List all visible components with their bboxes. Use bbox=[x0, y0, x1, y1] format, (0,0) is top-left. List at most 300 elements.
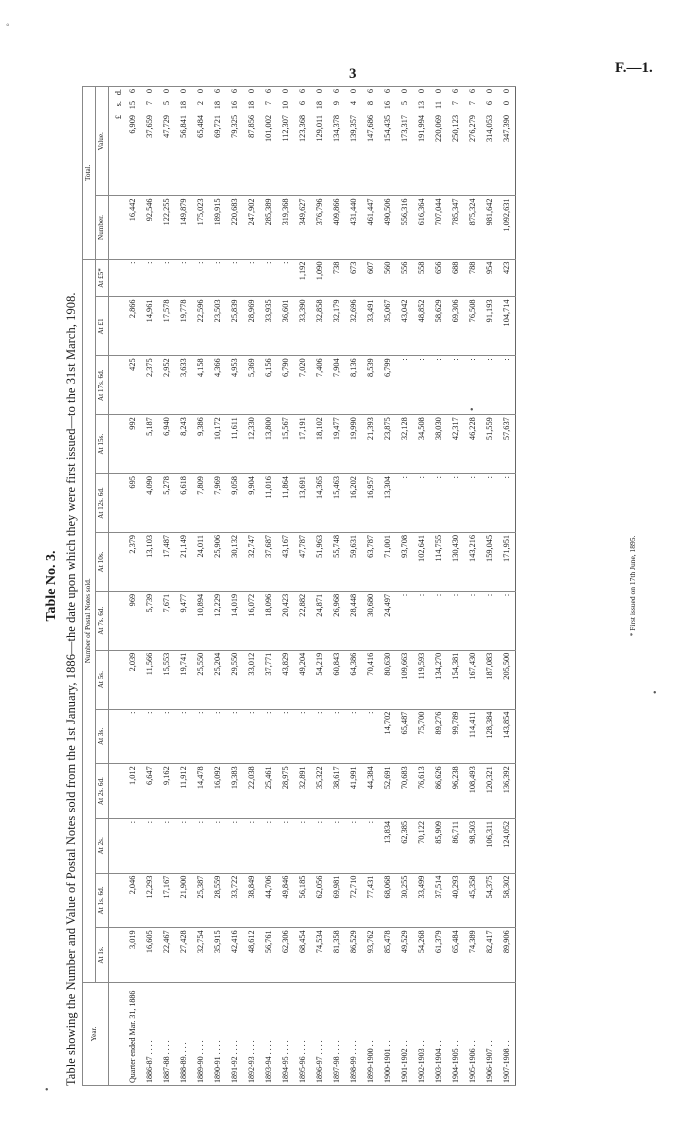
total-number-cell: 16,442 bbox=[124, 196, 141, 259]
table-cell: 70,683 bbox=[396, 764, 413, 819]
value-pounds: 69,721 bbox=[212, 115, 222, 138]
table-cell: 44,384 bbox=[362, 764, 379, 819]
table-cell: : bbox=[481, 591, 498, 650]
value-shillings: 18 bbox=[314, 101, 324, 110]
table-cell: 21,149 bbox=[175, 532, 192, 591]
total-value-cell bbox=[124, 87, 141, 196]
value-shillings: 11 bbox=[433, 101, 443, 109]
table-cell: 7,904 bbox=[328, 356, 345, 415]
table-cell: 89,276 bbox=[430, 709, 447, 764]
table-cell: 136,392 bbox=[498, 764, 516, 819]
table-cell: 3,633 bbox=[175, 356, 192, 415]
table-cell: 58,629 bbox=[430, 297, 447, 356]
units-row bbox=[108, 87, 124, 1086]
total-value-cell bbox=[226, 87, 243, 196]
value-pence: 6 bbox=[212, 89, 222, 94]
value-pence: 6 bbox=[450, 89, 460, 94]
table-cell: : bbox=[175, 709, 192, 764]
file-number: F.—1. bbox=[615, 60, 653, 76]
scan-speck: • bbox=[470, 405, 474, 416]
table-row bbox=[413, 87, 430, 1086]
table-cell: 14,365 bbox=[311, 474, 328, 533]
table-cell: 33,012 bbox=[243, 650, 260, 709]
table-cell: 33,722 bbox=[226, 873, 243, 928]
table-cell: : bbox=[464, 356, 481, 415]
table-cell: : bbox=[260, 709, 277, 764]
table-cell: 560 bbox=[379, 259, 396, 297]
table-cell: 2,375 bbox=[141, 356, 158, 415]
total-number-cell: 376,796 bbox=[311, 196, 328, 259]
year-cell: 1890-91 . . . . bbox=[209, 982, 226, 1085]
table-cell: 26,968 bbox=[328, 591, 345, 650]
value-shillings: 7 bbox=[467, 101, 477, 106]
table-cell: : bbox=[447, 356, 464, 415]
table-cell: 30,680 bbox=[362, 591, 379, 650]
table-cell: 969 bbox=[124, 591, 141, 650]
table-cell: 1,012 bbox=[124, 764, 141, 819]
total-value-cell bbox=[447, 87, 464, 196]
table-cell: : bbox=[345, 818, 362, 873]
year-cell: 1889-90 . . . . bbox=[192, 982, 209, 1085]
value-pence: 6 bbox=[467, 89, 477, 94]
table-cell: 35,915 bbox=[209, 928, 226, 983]
total-number-cell: 556,316 bbox=[396, 196, 413, 259]
total-value-cell bbox=[141, 87, 158, 196]
table-cell: : bbox=[226, 259, 243, 297]
table-cell: 205,500 bbox=[498, 650, 516, 709]
year-cell: 1896-97 . . . . bbox=[311, 982, 328, 1085]
table-cell: 76,508 bbox=[464, 297, 481, 356]
units-spacer bbox=[108, 356, 124, 415]
table-cell: 21,393 bbox=[362, 415, 379, 474]
table-cell: 2,379 bbox=[124, 532, 141, 591]
table-cell: 9,477 bbox=[175, 591, 192, 650]
table-cell: : bbox=[396, 356, 413, 415]
table-cell: 167,430 bbox=[464, 650, 481, 709]
table-cell: 114,411 bbox=[464, 709, 481, 764]
table-cell: : bbox=[158, 709, 175, 764]
total-value-cell bbox=[260, 87, 277, 196]
table-cell: : bbox=[498, 474, 516, 533]
table-cell: : bbox=[192, 818, 209, 873]
table-row bbox=[124, 87, 141, 1086]
table-cell: 14,478 bbox=[192, 764, 209, 819]
value-pence: 6 bbox=[127, 89, 137, 94]
total-value-cell bbox=[379, 87, 396, 196]
table-cell: 954 bbox=[481, 259, 498, 297]
table-cell: 4,366 bbox=[209, 356, 226, 415]
table-cell: 16,605 bbox=[141, 928, 158, 983]
table-cell: 738 bbox=[328, 259, 345, 297]
year-cell: 1888-89. . . . bbox=[175, 982, 192, 1085]
value-pence: 6 bbox=[382, 89, 392, 94]
table-cell: 22,882 bbox=[294, 591, 311, 650]
table-cell: : bbox=[345, 709, 362, 764]
value-pence: 0 bbox=[246, 89, 256, 94]
table-cell: 4,953 bbox=[226, 356, 243, 415]
table-cell: 76,613 bbox=[413, 764, 430, 819]
table-subtitle: Table showing the Number and Value of Postal Notes sold from the 1st January, 1886—the date upon which they were first issued—to the 31st March, 1908. bbox=[64, 292, 78, 1086]
table-cell: : bbox=[124, 259, 141, 297]
table-row bbox=[277, 87, 294, 1086]
table-cell: 15,567 bbox=[277, 415, 294, 474]
table-row bbox=[396, 87, 413, 1086]
table-cell: 7,969 bbox=[209, 474, 226, 533]
units-spacer bbox=[108, 415, 124, 474]
value-shillings: 10 bbox=[280, 101, 290, 110]
table-cell: : bbox=[277, 709, 294, 764]
table-cell: 7,406 bbox=[311, 356, 328, 415]
table-cell: 42,416 bbox=[226, 928, 243, 983]
total-value-cell bbox=[345, 87, 362, 196]
value-shillings: 16 bbox=[229, 101, 239, 110]
year-cell: 1900-1901 . . bbox=[379, 982, 396, 1085]
year-cell: 1899-1900 . . bbox=[362, 982, 379, 1085]
table-cell: 74,534 bbox=[311, 928, 328, 983]
table-cell: 14,961 bbox=[141, 297, 158, 356]
scan-speck: • bbox=[45, 1085, 49, 1096]
table-cell: 102,641 bbox=[413, 532, 430, 591]
table-cell: : bbox=[362, 709, 379, 764]
units-spacer bbox=[108, 928, 124, 983]
total-value-cell bbox=[192, 87, 209, 196]
value-shillings: 13 bbox=[416, 101, 426, 110]
table-cell: 25,839 bbox=[226, 297, 243, 356]
table-cell: 56,185 bbox=[294, 873, 311, 928]
table-cell: 159,045 bbox=[481, 532, 498, 591]
table-cell: 37,687 bbox=[260, 532, 277, 591]
table-cell: 27,428 bbox=[175, 928, 192, 983]
value-pounds: 112,307 bbox=[280, 115, 290, 142]
table-cell: 12,229 bbox=[209, 591, 226, 650]
table-cell: 8,539 bbox=[362, 356, 379, 415]
table-cell: 6,799 bbox=[379, 356, 396, 415]
table-cell: 992 bbox=[124, 415, 141, 474]
table-row bbox=[379, 87, 396, 1086]
total-value-cell bbox=[362, 87, 379, 196]
value-pounds: 79,325 bbox=[229, 115, 239, 138]
table-cell: 29,550 bbox=[226, 650, 243, 709]
table-cell: 99,789 bbox=[447, 709, 464, 764]
year-cell: 1904-1905 . . bbox=[447, 982, 464, 1085]
table-cell: 9,058 bbox=[226, 474, 243, 533]
table-cell: 55,748 bbox=[328, 532, 345, 591]
table-cell: 688 bbox=[447, 259, 464, 297]
year-cell: 1894-95 . . . . bbox=[277, 982, 294, 1085]
table-cell: 32,179 bbox=[328, 297, 345, 356]
year-cell: Quarter ended Mar. 31, 1886 bbox=[124, 982, 141, 1085]
table-cell: 61,379 bbox=[430, 928, 447, 983]
table-cell: : bbox=[311, 818, 328, 873]
value-pence: 0 bbox=[501, 89, 511, 94]
total-value-cell bbox=[464, 87, 481, 196]
table-cell: 45,358 bbox=[464, 873, 481, 928]
value-pounds: 129,011 bbox=[314, 115, 324, 142]
value-units bbox=[108, 87, 124, 196]
table-cell: 109,663 bbox=[396, 650, 413, 709]
table-cell: : bbox=[141, 709, 158, 764]
table-cell: 556 bbox=[396, 259, 413, 297]
table-cell: 42,317 bbox=[447, 415, 464, 474]
table-cell: 68,068 bbox=[379, 873, 396, 928]
value-pence: 0 bbox=[178, 89, 188, 94]
value-pounds: 147,686 bbox=[365, 115, 375, 142]
table-cell: 75,700 bbox=[413, 709, 430, 764]
table-cell: 28,448 bbox=[345, 591, 362, 650]
table-cell: 96,238 bbox=[447, 764, 464, 819]
value-pence: 6 bbox=[331, 89, 341, 94]
value-pounds: 220,069 bbox=[433, 115, 443, 142]
table-cell: 4,090 bbox=[141, 474, 158, 533]
table-cell: 154,381 bbox=[447, 650, 464, 709]
units-spacer bbox=[108, 982, 124, 1085]
table-cell: 143,216 bbox=[464, 532, 481, 591]
units-spacer bbox=[108, 650, 124, 709]
value-pounds: 139,357 bbox=[348, 115, 358, 142]
table-cell: : bbox=[243, 709, 260, 764]
table-cell: 130,430 bbox=[447, 532, 464, 591]
value-pence: 0 bbox=[195, 89, 205, 94]
table-cell: : bbox=[498, 591, 516, 650]
table-cell: : bbox=[277, 259, 294, 297]
table-cell: 124,052 bbox=[498, 818, 516, 873]
table-cell: 58,302 bbox=[498, 873, 516, 928]
table-cell: 33,390 bbox=[294, 297, 311, 356]
unit-label: d. bbox=[113, 89, 123, 96]
column-header: At 1s. 6d. bbox=[95, 873, 108, 928]
table-cell: 11,566 bbox=[141, 650, 158, 709]
table-cell: 23,875 bbox=[379, 415, 396, 474]
table-body bbox=[108, 87, 515, 1086]
table-cell: 10,894 bbox=[192, 591, 209, 650]
value-pence: 0 bbox=[161, 89, 171, 94]
table-cell: 77,431 bbox=[362, 873, 379, 928]
table-cell: 82,417 bbox=[481, 928, 498, 983]
table-cell: : bbox=[328, 818, 345, 873]
table-cell: 1,192 bbox=[294, 259, 311, 297]
table-cell: 69,981 bbox=[328, 873, 345, 928]
value-pounds: 250,123 bbox=[450, 115, 460, 142]
table-cell: 28,559 bbox=[209, 873, 226, 928]
table-cell: : bbox=[277, 818, 294, 873]
value-shillings: 8 bbox=[365, 101, 375, 106]
value-shillings: 2 bbox=[195, 101, 205, 106]
table-cell: 3,019 bbox=[124, 928, 141, 983]
value-pence: 0 bbox=[348, 89, 358, 94]
table-cell: : bbox=[226, 818, 243, 873]
table-row bbox=[209, 87, 226, 1086]
year-cell: 1886-87 . . . . bbox=[141, 982, 158, 1085]
value-pence: 0 bbox=[416, 89, 426, 94]
table-cell: : bbox=[481, 474, 498, 533]
value-pence: 0 bbox=[399, 89, 409, 94]
table-cell: : bbox=[498, 356, 516, 415]
table-cell: 64,386 bbox=[345, 650, 362, 709]
table-row bbox=[226, 87, 243, 1086]
total-value-cell bbox=[175, 87, 192, 196]
total-header: Total. bbox=[83, 87, 96, 260]
table-cell: 43,829 bbox=[277, 650, 294, 709]
table-cell: 6,156 bbox=[260, 356, 277, 415]
year-cell: 1891-92 . . . . bbox=[226, 982, 243, 1085]
table-cell: 35,067 bbox=[379, 297, 396, 356]
table-cell: 2,866 bbox=[124, 297, 141, 356]
table-cell: 14,019 bbox=[226, 591, 243, 650]
table-cell: 128,384 bbox=[481, 709, 498, 764]
table-cell: 46,228 bbox=[464, 415, 481, 474]
year-cell: 1906-1907 . . bbox=[481, 982, 498, 1085]
table-cell: 2,046 bbox=[124, 873, 141, 928]
table-cell: : bbox=[141, 818, 158, 873]
table-cell: 17,191 bbox=[294, 415, 311, 474]
table-cell: 5,187 bbox=[141, 415, 158, 474]
value-pounds: 347,390 bbox=[501, 115, 511, 142]
table-cell: 13,834 bbox=[379, 818, 396, 873]
value-pounds: 101,002 bbox=[263, 115, 273, 142]
table-cell: 5,739 bbox=[141, 591, 158, 650]
table-cell: 70,416 bbox=[362, 650, 379, 709]
table-cell: 35,322 bbox=[311, 764, 328, 819]
table-cell: : bbox=[430, 591, 447, 650]
table-cell: 187,083 bbox=[481, 650, 498, 709]
table-cell: : bbox=[260, 818, 277, 873]
total-number-cell: 122,255 bbox=[158, 196, 175, 259]
value-pence: 0 bbox=[484, 89, 494, 94]
table-cell: 38,030 bbox=[430, 415, 447, 474]
table-cell: 120,321 bbox=[481, 764, 498, 819]
table-cell: 43,042 bbox=[396, 297, 413, 356]
column-header-row bbox=[95, 87, 108, 1086]
table-cell: 85,909 bbox=[430, 818, 447, 873]
value-pounds: 134,378 bbox=[331, 115, 341, 142]
rotated-table-page bbox=[44, 66, 650, 1086]
table-cell: 19,741 bbox=[175, 650, 192, 709]
table-cell: 86,529 bbox=[345, 928, 362, 983]
table-cell: 423 bbox=[498, 259, 516, 297]
total-number-cell: 431,440 bbox=[345, 196, 362, 259]
value-shillings: 18 bbox=[246, 101, 256, 110]
scan-speck: • bbox=[653, 688, 657, 699]
value-pounds: 276,279 bbox=[467, 115, 477, 142]
table-cell: : bbox=[226, 709, 243, 764]
table-cell: 33,491 bbox=[362, 297, 379, 356]
table-cell: 62,306 bbox=[277, 928, 294, 983]
table-cell: 22,038 bbox=[243, 764, 260, 819]
units-spacer bbox=[108, 873, 124, 928]
value-shillings: 16 bbox=[382, 101, 392, 110]
column-header: At £1 bbox=[95, 297, 108, 356]
table-cell: 1,090 bbox=[311, 259, 328, 297]
total-value-cell bbox=[396, 87, 413, 196]
table-cell: : bbox=[430, 356, 447, 415]
table-cell: : bbox=[260, 259, 277, 297]
value-shillings: 6 bbox=[297, 101, 307, 106]
table-cell: 9,386 bbox=[192, 415, 209, 474]
table-cell: 60,843 bbox=[328, 650, 345, 709]
table-cell: 74,389 bbox=[464, 928, 481, 983]
table-cell: 22,467 bbox=[158, 928, 175, 983]
table-cell: 9,162 bbox=[158, 764, 175, 819]
total-value-cell bbox=[498, 87, 516, 196]
year-cell: 1902-1903 . . bbox=[413, 982, 430, 1085]
value-pence: 0 bbox=[144, 89, 154, 94]
table-cell: : bbox=[413, 591, 430, 650]
table-cell: : bbox=[447, 591, 464, 650]
table-cell: : bbox=[413, 474, 430, 533]
column-header: At 2s. 6d. bbox=[95, 764, 108, 819]
table-cell: 16,092 bbox=[209, 764, 226, 819]
table-cell: 4,158 bbox=[192, 356, 209, 415]
column-header: At 17s. 6d. bbox=[95, 356, 108, 415]
table-cell: 59,631 bbox=[345, 532, 362, 591]
table-cell: 40,293 bbox=[447, 873, 464, 928]
table-cell: : bbox=[413, 356, 430, 415]
table-cell: 15,553 bbox=[158, 650, 175, 709]
table-cell: : bbox=[243, 818, 260, 873]
value-pounds: 47,729 bbox=[161, 115, 171, 138]
total-number-cell: 707,044 bbox=[430, 196, 447, 259]
value-pounds: 37,659 bbox=[144, 115, 154, 138]
table-cell: 32,128 bbox=[396, 415, 413, 474]
table-cell: 14,702 bbox=[379, 709, 396, 764]
column-header: At 1s. bbox=[95, 928, 108, 983]
table-cell: 13,691 bbox=[294, 474, 311, 533]
table-cell: 558 bbox=[413, 259, 430, 297]
table-cell: 81,358 bbox=[328, 928, 345, 983]
table-cell: 65,487 bbox=[396, 709, 413, 764]
table-cell: 8,243 bbox=[175, 415, 192, 474]
total-value-cell bbox=[311, 87, 328, 196]
table-cell: 11,016 bbox=[260, 474, 277, 533]
year-cell: 1893-94 . . . . bbox=[260, 982, 277, 1085]
value-shillings: 7 bbox=[144, 101, 154, 106]
column-header: Value. bbox=[95, 87, 108, 196]
value-pence: 6 bbox=[365, 89, 375, 94]
table-cell: 656 bbox=[430, 259, 447, 297]
table-cell: 22,596 bbox=[192, 297, 209, 356]
table-cell: 25,906 bbox=[209, 532, 226, 591]
table-cell: 19,477 bbox=[328, 415, 345, 474]
total-number-cell: 189,915 bbox=[209, 196, 226, 259]
table-cell: 12,293 bbox=[141, 873, 158, 928]
table-cell: 17,167 bbox=[158, 873, 175, 928]
table-cell: : bbox=[158, 818, 175, 873]
table-cell: 57,637 bbox=[498, 415, 516, 474]
year-cell: 1905-1906 . . bbox=[464, 982, 481, 1085]
units-spacer bbox=[108, 297, 124, 356]
page-number: 3 bbox=[349, 66, 357, 82]
table-cell: 51,963 bbox=[311, 532, 328, 591]
table-cell: 32,696 bbox=[345, 297, 362, 356]
table-cell: 7,809 bbox=[192, 474, 209, 533]
year-header: Year. bbox=[83, 982, 109, 1085]
table-cell: 16,202 bbox=[345, 474, 362, 533]
table-title: Table No. 3. bbox=[44, 550, 59, 622]
table-cell: 18,102 bbox=[311, 415, 328, 474]
total-value-cell bbox=[294, 87, 311, 196]
table-cell: : bbox=[328, 709, 345, 764]
year-cell: 1898-99 . . . . bbox=[345, 982, 362, 1085]
value-pence: 0 bbox=[433, 89, 443, 94]
table-cell: 24,497 bbox=[379, 591, 396, 650]
total-number-cell: 220,683 bbox=[226, 196, 243, 259]
table-cell: 6,940 bbox=[158, 415, 175, 474]
value-pounds: 173,317 bbox=[399, 115, 409, 142]
table-cell: : bbox=[481, 356, 498, 415]
value-pounds: 123,368 bbox=[297, 115, 307, 142]
year-cell: 1907-1908 . . bbox=[498, 982, 516, 1085]
table-row bbox=[311, 87, 328, 1086]
